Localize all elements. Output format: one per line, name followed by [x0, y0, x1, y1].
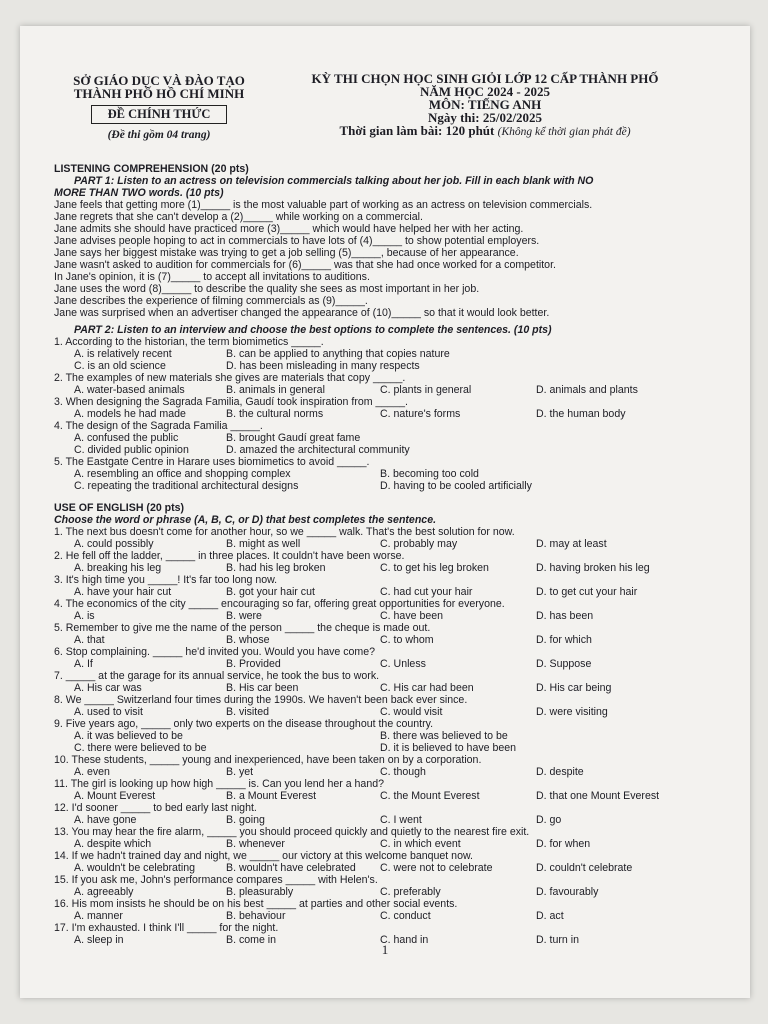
option: C. there were believed to be: [74, 742, 207, 754]
duration: Thời gian làm bài: 120 phút: [339, 123, 495, 138]
question-stem: 2. The examples of new materials she gives are materials that copy _____.: [54, 372, 406, 384]
question-stem: 8. We _____ Switzerland four times during the 1990s. We haven't been back ever since.: [54, 694, 468, 706]
department-line-2: THÀNH PHỐ HỒ CHÍ MINH: [73, 86, 245, 101]
option: A. If: [74, 658, 93, 670]
option: D. despite: [536, 766, 584, 778]
option: C. hand in: [380, 934, 429, 946]
option: B. there was believed to be: [380, 730, 508, 742]
option: A. even: [74, 766, 110, 778]
fill-blank-line: Jane advises people hoping to act in commercials to have lots of (4)_____ to show potential employers.: [54, 235, 540, 247]
option: A. water-based animals: [74, 384, 185, 396]
option: D. may at least: [536, 538, 607, 550]
option: C. had cut your hair: [380, 586, 473, 598]
fill-blank-line: In Jane's opinion, it is (7)_____ to accept all invitations to auditions.: [54, 271, 370, 283]
option: B. had his leg broken: [226, 562, 326, 574]
question-stem: 11. The girl is looking up how high _____ is. Can you lend her a hand?: [54, 778, 385, 790]
options-row: [54, 790, 734, 802]
option: B. becoming too cold: [380, 468, 479, 480]
subject: MÔN: TIẾNG ANH: [428, 97, 542, 112]
options-row: [54, 634, 734, 646]
option: B. might as well: [226, 538, 301, 550]
options-row: [54, 766, 734, 778]
option: A. resembling an office and shopping complex: [74, 468, 291, 480]
option: D. having broken his leg: [536, 562, 650, 574]
option: C. is an old science: [74, 360, 166, 372]
option: D. to get cut your hair: [536, 586, 638, 598]
option: B. can be applied to anything that copies nature: [226, 348, 450, 360]
issuer-block: [54, 74, 264, 142]
option: C. to whom: [380, 634, 434, 646]
option: B. come in: [226, 934, 277, 946]
department-line-1: SỞ GIÁO DỤC VÀ ĐÀO TẠO: [73, 73, 245, 88]
page-number: 1: [381, 942, 389, 957]
option: D. act: [536, 910, 564, 922]
question-stem: 3. It's high time you _____! It's far too long now.: [54, 574, 278, 586]
options-row: [54, 658, 734, 670]
option: A. have gone: [74, 814, 137, 826]
options-row: [54, 910, 734, 922]
options-row: [54, 838, 734, 850]
option: B. a Mount Everest: [226, 790, 317, 802]
option: C. Unless: [380, 658, 426, 670]
options-row: [54, 862, 734, 874]
question-stem: 1. The next bus doesn't come for another hour, so we _____ walk. That's the best solution for now.: [54, 526, 515, 538]
option: B. behaviour: [226, 910, 286, 922]
question-stem: 17. I'm exhausted. I think I'll _____ for the night.: [54, 922, 279, 934]
options-row: [54, 468, 734, 480]
option: B. whenever: [226, 838, 285, 850]
option: D. favourably: [536, 886, 599, 898]
option: C. preferably: [380, 886, 441, 898]
option: B. wouldn't have celebrated: [226, 862, 356, 874]
exam-info-block: [300, 72, 670, 139]
options-row: [54, 562, 734, 574]
question-stem: 4. The design of the Sagrada Familia _____.: [54, 420, 263, 432]
question-stem: 5. The Eastgate Centre in Harare uses biomimetics to avoid _____.: [54, 456, 370, 468]
options-row: [54, 610, 734, 622]
option: D. for when: [536, 838, 591, 850]
option: C. conduct: [380, 910, 431, 922]
options-row: [54, 360, 734, 372]
option: D. that one Mount Everest: [536, 790, 660, 802]
use-of-english-questions: [54, 526, 734, 946]
use-of-english-instruction: Choose the word or phrase (A, B, C, or D) that best completes the sentence.: [54, 514, 437, 526]
option: D. Suppose: [536, 658, 592, 670]
option: C. were not to celebrate: [380, 862, 493, 874]
question-stem: 12. I'd sooner _____ to bed early last night.: [54, 802, 257, 814]
option: A. could possibly: [74, 538, 154, 550]
option: D. for which: [536, 634, 592, 646]
option: C. plants in general: [380, 384, 472, 396]
official-stamp-box: ĐỀ CHÍNH THỨC: [91, 105, 228, 124]
question-stem: 16. His mom insists he should be on his best _____ at parties and other social events.: [54, 898, 458, 910]
option: C. in which event: [380, 838, 461, 850]
option: B. His car been: [226, 682, 299, 694]
options-row: [54, 742, 734, 754]
option: B. animals in general: [226, 384, 325, 396]
school-year: NĂM HỌC 2024 - 2025: [420, 84, 550, 99]
question-stem: 1. According to the historian, the term biomimetics _____.: [54, 336, 324, 348]
option: A. His car was: [74, 682, 142, 694]
question-stem: 3. When designing the Sagrada Familia, Gaudí took inspiration from _____.: [54, 396, 408, 408]
use-of-english-title: USE OF ENGLISH (20 pts): [54, 502, 185, 514]
question-stem: 13. You may hear the fire alarm, _____ you should proceed quickly and quietly to the nearest fire exit.: [54, 826, 530, 838]
options-row: [54, 586, 734, 598]
options-row: [54, 408, 734, 420]
option: C. nature's forms: [380, 408, 461, 420]
option: D. it is believed to have been: [380, 742, 517, 754]
option: C. probably may: [380, 538, 458, 550]
exam-body: [54, 163, 734, 946]
duration-line: [300, 124, 670, 139]
option: D. couldn't celebrate: [536, 862, 633, 874]
option: D. go: [536, 814, 562, 826]
option: C. His car had been: [380, 682, 474, 694]
option: A. agreeably: [74, 886, 134, 898]
option: B. the cultural norms: [226, 408, 324, 420]
listening-title: LISTENING COMPREHENSION (20 pts): [54, 163, 249, 175]
option: A. despite which: [74, 838, 152, 850]
fill-blank-line: Jane wasn't asked to audition for commercials for (6)_____ was that she had once worked for a competitor.: [54, 259, 556, 271]
option: A. manner: [74, 910, 123, 922]
option: C. I went: [380, 814, 422, 826]
option: B. visited: [226, 706, 269, 718]
question-stem: 7. _____ at the garage for its annual service, he took the bus to work.: [54, 670, 380, 682]
option: A. confused the public: [74, 432, 179, 444]
question-stem: 15. If you ask me, John's performance compares _____ with Helen's.: [54, 874, 378, 886]
options-row: [54, 444, 734, 456]
option: A. is relatively recent: [74, 348, 172, 360]
option: D. turn in: [536, 934, 579, 946]
option: C. have been: [380, 610, 444, 622]
option: A. it was believed to be: [74, 730, 183, 742]
option: C. repeating the traditional architectural designs: [74, 480, 299, 492]
pages-note: (Đề thi gồm 04 trang): [107, 129, 211, 141]
question-stem: 6. Stop complaining. _____ he'd invited you. Would you have come?: [54, 646, 376, 658]
option: D. the human body: [536, 408, 626, 420]
option: B. Provided: [226, 658, 281, 670]
fill-blank-line: Jane describes the experience of filming commercials as (9)_____.: [54, 295, 368, 307]
option: A. sleep in: [74, 934, 124, 946]
fill-blank-line: Jane was surprised when an advertiser changed the appearance of (10)_____ so that it would look better.: [54, 307, 550, 319]
question-stem: 5. Remember to give me the name of the person _____ the cheque is made out.: [54, 622, 431, 634]
options-row: [54, 384, 734, 396]
option: C. would visit: [380, 706, 443, 718]
fill-blank-line: Jane feels that getting more (1)_____ is the most valuable part of working as an actress on television commercials.: [54, 199, 593, 211]
option: B. yet: [226, 766, 254, 778]
duration-note: (Không kể thời gian phát đề): [497, 126, 631, 138]
option: A. Mount Everest: [74, 790, 156, 802]
option: A. is: [74, 610, 95, 622]
part2-instruction: PART 2: Listen to an interview and choose the best options to complete the sentences. (10 pts): [74, 324, 552, 336]
option: A. have your hair cut: [74, 586, 172, 598]
option: C. the Mount Everest: [380, 790, 480, 802]
option: A. breaking his leg: [74, 562, 162, 574]
option: B. pleasurably: [226, 886, 294, 898]
question-stem: 10. These students, _____ young and inexperienced, have been taken on by a corporation.: [54, 754, 482, 766]
option: C. though: [380, 766, 426, 778]
option: A. that: [74, 634, 105, 646]
options-row: [54, 538, 734, 550]
option: B. brought Gaudí great fame: [226, 432, 361, 444]
question-stem: 14. If we hadn't trained day and night, we _____ our victory at this welcome banquet now.: [54, 850, 473, 862]
exam-page: [20, 26, 750, 998]
question-stem: 4. The economics of the city _____ encouraging so far, offering great opportunities for everyone.: [54, 598, 505, 610]
option: D. amazed the architectural community: [226, 444, 410, 456]
option: B. whose: [226, 634, 270, 646]
options-row: [54, 480, 734, 492]
part2-questions: [54, 336, 734, 492]
option: D. were visiting: [536, 706, 608, 718]
part1-instruction: PART 1: Listen to an actress on television commercials talking about her job. Fill in each blank with NO: [74, 175, 594, 187]
exam-date: Ngày thi: 25/02/2025: [427, 110, 543, 125]
options-row: [54, 348, 734, 360]
part1-lines: [54, 199, 734, 319]
fill-blank-line: Jane uses the word (8)_____ to describe the quality she sees as most important in her job.: [54, 283, 480, 295]
option: D. has been: [536, 610, 594, 622]
fill-blank-line: Jane admits she should have practiced more (3)_____ which would have helped her with her acting.: [54, 223, 524, 235]
options-row: [54, 682, 734, 694]
fill-blank-line: Jane regrets that she can't develop a (2)_____ while working on a commercial.: [54, 211, 423, 223]
option: D. having to be cooled artificially: [380, 480, 532, 492]
option: D. has been misleading in many respects: [226, 360, 420, 372]
option: B. were: [226, 610, 262, 622]
option: A. used to visit: [74, 706, 143, 718]
option: D. His car being: [536, 682, 612, 694]
options-row: [54, 432, 734, 444]
option: A. models he had made: [74, 408, 186, 420]
exam-title: KỲ THI CHỌN HỌC SINH GIỎI LỚP 12 CẤP THÀNH PHỐ: [311, 71, 659, 86]
option: C. to get his leg broken: [380, 562, 489, 574]
question-stem: 2. He fell off the ladder, _____ in three places. It couldn't have been worse.: [54, 550, 405, 562]
options-row: [54, 814, 734, 826]
options-row: [54, 730, 734, 742]
question-stem: 9. Five years ago, _____ only two experts on the disease throughout the country.: [54, 718, 434, 730]
fill-blank-line: Jane says her biggest mistake was trying to get a job selling (5)_____, because of her appearance.: [54, 247, 519, 259]
option: D. animals and plants: [536, 384, 638, 396]
option: B. got your hair cut: [226, 586, 315, 598]
option: B. going: [226, 814, 265, 826]
option: A. wouldn't be celebrating: [74, 862, 195, 874]
options-row: [54, 886, 734, 898]
options-row: [54, 706, 734, 718]
part1-instruction-cont: MORE THAN TWO words. (10 pts): [54, 187, 224, 199]
option: C. divided public opinion: [74, 444, 189, 456]
